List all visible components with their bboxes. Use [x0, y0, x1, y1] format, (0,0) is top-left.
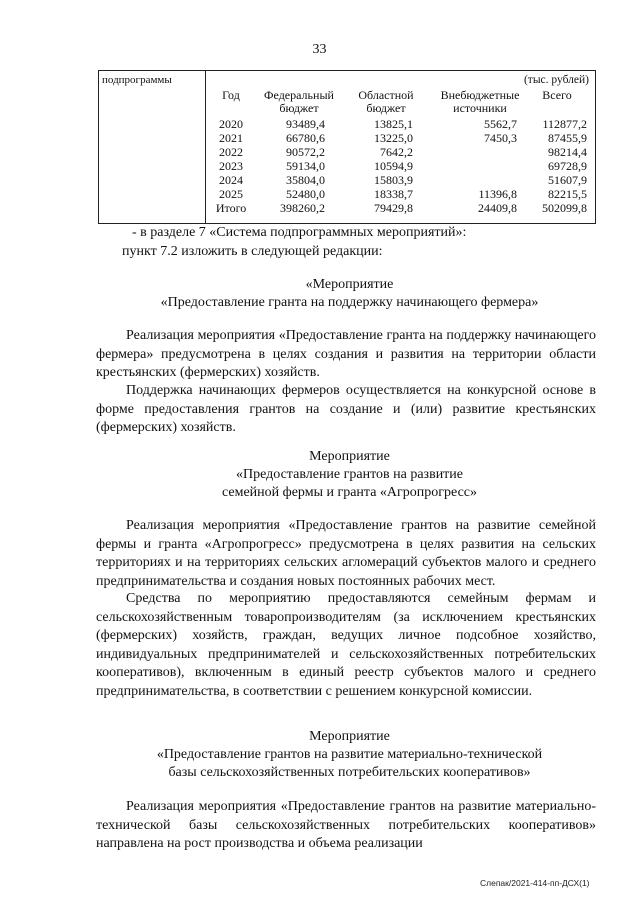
cell-federal: 66780,6 [286, 131, 325, 145]
cell-regional: 10594,9 [374, 159, 413, 173]
cell-regional: 18338,7 [374, 187, 413, 201]
cell-federal: 59134,0 [286, 159, 325, 173]
cell-regional: 15803,9 [374, 173, 413, 187]
cell-federal: 35804,0 [286, 173, 325, 187]
measure-subtitle: «Предоставление грантов на развитие материально-технической [156, 747, 543, 762]
table-unit-label: (тыс. рублей) [523, 74, 589, 86]
cell-year: 2021 [219, 131, 243, 145]
measure-paragraph: Реализация мероприятия «Предоставление грантов на развитие семейной фермы и гранта «Агропрогресс» предусмотрена в целях развития на сельских территориях и на территориях сельских агломераций субъектов малого и среднего предпринимательства и создания новых постоянных рабочих мест. [96, 518, 596, 589]
cell-regional: 79429,8 [374, 201, 413, 215]
header-year: Год [222, 88, 240, 102]
measure-paragraph: Реализация мероприятия «Предоставление гранта на поддержку начинающего фермера» предусмотрена в целях создания и развития на территории области крестьянских (фермерских) хозяйств. [96, 328, 596, 380]
cell-regional: 13825,1 [374, 117, 413, 131]
measure-subtitle: «Предоставление грантов на развитие [235, 467, 464, 482]
cell-federal: 52480,0 [286, 187, 325, 201]
measure-paragraph: Поддержка начинающих фермеров осуществляется на конкурсной основе в форме предоставления грантов на создание и (или) развитие крестьянских (фермерских) хозяйств. [96, 383, 596, 435]
header-regional: Областной бюджет [358, 88, 414, 115]
header-total: Всего [542, 88, 572, 102]
measure-subtitle: базы сельскохозяйственных потребительских кооперативов» [168, 765, 531, 780]
cell-year: 2024 [219, 173, 243, 187]
cell-year: 2020 [219, 117, 243, 131]
cell-federal: 93489,4 [286, 117, 325, 131]
measure-heading: Мероприятие [309, 449, 390, 464]
instruction-line: пункт 7.2 изложить в следующей редакции: [122, 244, 383, 259]
footer-stamp: Слепак/2021-414-пп-ДСХ(1) [480, 878, 590, 888]
cell-regional: 7642,2 [380, 145, 413, 159]
table-row-label: подпрограммы [102, 74, 172, 86]
cell-extrabudget: 7450,3 [484, 131, 517, 145]
page-number: 33 [312, 42, 327, 57]
cell-regional: 13225,0 [374, 131, 413, 145]
header-federal: Федеральный бюджет [264, 88, 334, 115]
measure-subtitle: «Предоставление гранта на поддержку начинающего фермера» [160, 295, 539, 310]
measure-paragraph: Средства по мероприятию предоставляются семейным фермам и сельскохозяйственным товаропроизводителям (за исключением крестьянских (фермерских) хозяйств, граждан, ведущих личное подсобное хозяйство, индивидуальных предпринимателей и сельскохозяйственных потребительских кооперативов), включенным в единый реестр субъектов малого и среднего предпринимательства, в соответствии с решением конкурсной комиссии. [96, 591, 596, 699]
cell-year: Итого [215, 201, 247, 215]
measure-subtitle: семейной фермы и гранта «Агропрогресс» [221, 485, 477, 500]
instruction-line: - в разделе 7 «Система подпрограммных мероприятий»: [132, 225, 467, 240]
cell-total: 112877,2 [542, 117, 587, 131]
cell-federal: 398260,2 [280, 201, 325, 215]
budget-table [98, 70, 596, 224]
cell-year: 2025 [219, 187, 243, 201]
cell-year: 2023 [219, 159, 243, 173]
cell-total: 98214,4 [548, 145, 587, 159]
measure-paragraph: Реализация мероприятия «Предоставление грантов на развитие материально-технической базы сельскохозяйственных потребительских кооперативов» направлена на рост производства и объема реализации [96, 799, 596, 851]
cell-year: 2022 [219, 145, 243, 159]
measure-heading: Мероприятие [309, 729, 390, 744]
cell-total: 502099,8 [542, 201, 587, 215]
cell-extrabudget: 5562,7 [484, 117, 517, 131]
header-extrabudget: Внебюджетные источники [440, 88, 520, 115]
cell-total: 87455,9 [548, 131, 587, 145]
cell-extrabudget: 11396,8 [478, 187, 517, 201]
cell-total: 82215,5 [548, 187, 587, 201]
measure-heading: «Мероприятие [305, 277, 394, 292]
cell-federal: 90572,2 [286, 145, 325, 159]
cell-total: 69728,9 [548, 159, 587, 173]
cell-total: 51607,9 [548, 173, 587, 187]
cell-extrabudget: 24409,8 [478, 201, 517, 215]
table-row-label-cell [99, 71, 206, 223]
